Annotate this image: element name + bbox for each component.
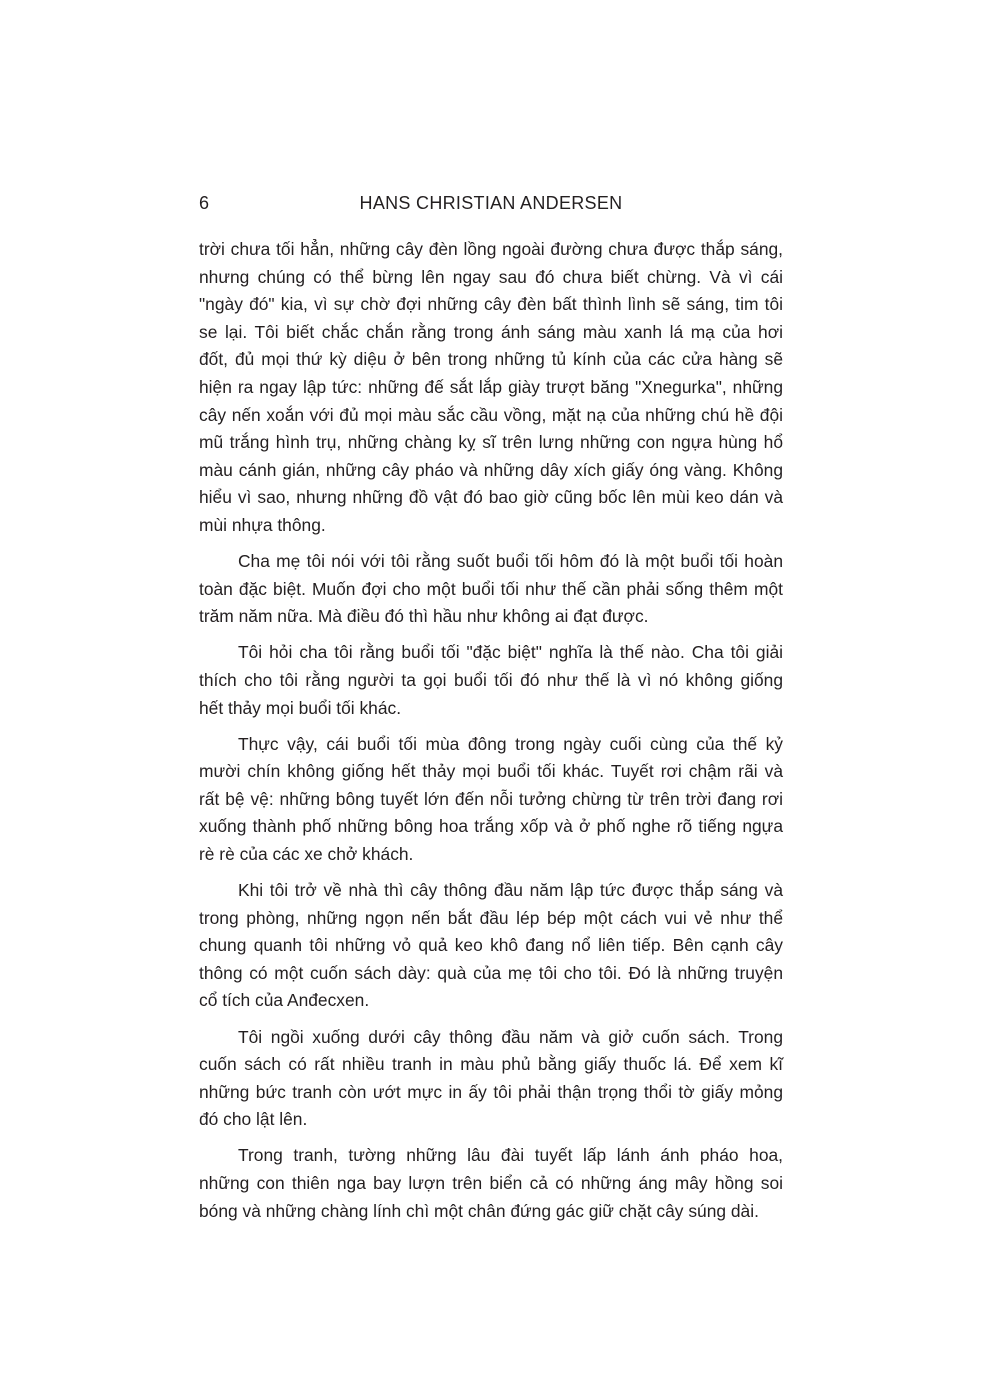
paragraph xyxy=(199,1024,783,1134)
text-line: cổ tích của Anđecxen. xyxy=(199,990,370,1011)
text-line: Trong tranh, tường những lâu đài tuyết lấp lánh ánh pháo hoa, xyxy=(238,1145,783,1166)
text-line: màu cánh gián, những cây pháo và những dây xích giấy óng vàng. Không xyxy=(199,459,783,480)
text-line: những bức tranh còn ướt mực in ấy tôi phải thận trọng thổi tờ giấy mỏng xyxy=(199,1081,783,1102)
text-line: thông có một cuốn sách dày: quà của mẹ tôi cho tôi. Đó là những truyện xyxy=(199,962,783,983)
text-line: bóng và những chàng lính chì một chân đứng gác giữ chặt cây súng dài. xyxy=(199,1200,759,1221)
text-line: toàn đặc biệt. Muốn đợi cho một buổi tối như thế cần phải sống thêm một xyxy=(199,578,783,599)
text-line: trong phòng, những ngọn nến bắt đầu lép bép một cách vui vẻ như thể xyxy=(199,907,783,928)
text-line: mũ trắng hình trụ, những chàng kỵ sĩ trên lưng những con ngựa hùng hổ xyxy=(199,432,783,453)
text-line: những con thiên nga bay lượn trên biển cả có những áng mây hồng soi xyxy=(199,1173,783,1193)
text-line: hiện ra ngay lập tức: những đế sắt lắp giày trượt băng "Xnegurka", những xyxy=(199,376,783,397)
text-line: rất bệ vệ: những bông tuyết lớn đến nỗi tưởng chừng từ trên trời đang rơi xyxy=(199,788,783,809)
paragraph xyxy=(199,639,783,722)
paragraph xyxy=(199,236,783,540)
text-line: hiểu vì sao, nhưng những đồ vật đó bao giờ cũng bốc lên mùi keo dán và xyxy=(199,487,783,508)
text-line: mùi nhựa thông. xyxy=(199,514,326,535)
text-line: nhưng chúng có thể bừng lên ngay sau đó chưa biết chừng. Và vì cái xyxy=(199,266,783,287)
page-header xyxy=(199,193,783,217)
paragraph xyxy=(199,731,783,869)
body-text xyxy=(199,236,783,1234)
text-line: hết thảy mọi buổi tối khác. xyxy=(199,697,402,718)
paragraph xyxy=(199,548,783,631)
text-line: Thực vậy, cái buổi tối mùa đông trong ngày cuối cùng của thế kỷ xyxy=(238,733,783,754)
text-line: trăm năm nữa. Mà điều đó thì hầu như không ai đạt được. xyxy=(199,606,649,627)
text-line: Cha mẹ tôi nói với tôi rằng suốt buổi tối hôm đó là một buổi tối hoàn xyxy=(238,551,783,572)
running-title: HANS CHRISTIAN ANDERSEN xyxy=(359,193,623,213)
text-line: đó cho lật lên. xyxy=(199,1109,308,1130)
text-line: cuốn sách có rất nhiều tranh in màu phủ bằng giấy thuốc lá. Để xem kĩ xyxy=(199,1054,783,1075)
paragraph xyxy=(199,1142,783,1225)
text-line: rè rè của các xe chở khách. xyxy=(199,843,414,864)
page-number: 6 xyxy=(199,193,210,213)
text-line: trời chưa tối hẳn, những cây đèn lồng ngoài đường chưa được thắp sáng, xyxy=(199,239,783,259)
text-line: Tôi ngồi xuống dưới cây thông đầu năm và giở cuốn sách. Trong xyxy=(238,1026,783,1047)
text-line: chung quanh tôi những vỏ quả keo khô đang nổ liên tiếp. Bên cạnh cây xyxy=(199,935,783,956)
paragraph xyxy=(199,877,783,1015)
text-line: Khi tôi trở về nhà thì cây thông đầu năm lập tức được thắp sáng và xyxy=(238,880,783,901)
text-line: thích cho tôi rằng người ta gọi buổi tối đó như thế là vì nó không giống xyxy=(199,669,783,690)
text-line: xuống thành phố những bông hoa trắng xốp và ở phố nghe rõ tiếng ngựa xyxy=(199,816,783,837)
text-line: mười chín không giống hết thảy mọi buổi tối khác. Tuyết rơi chậm rãi và xyxy=(199,761,783,782)
text-line: cây nến xoắn với đủ mọi màu sắc cầu vồng, mặt nạ của những chú hề đội xyxy=(199,404,783,425)
text-line: đốt, đủ mọi thứ kỳ diệu ở bên trong những tủ kính của các cửa hàng sẽ xyxy=(199,349,783,370)
text-line: se lại. Tôi biết chắc chắn rằng trong ánh sáng màu xanh lá mạ của hơi xyxy=(199,321,783,342)
text-line: "ngày đó" kia, vì sự chờ đợi những cây đèn bất thình lình sẽ sáng, tim tôi xyxy=(199,294,783,315)
text-line: Tôi hỏi cha tôi rằng buổi tối "đặc biệt" nghĩa là thế nào. Cha tôi giải xyxy=(238,642,783,663)
